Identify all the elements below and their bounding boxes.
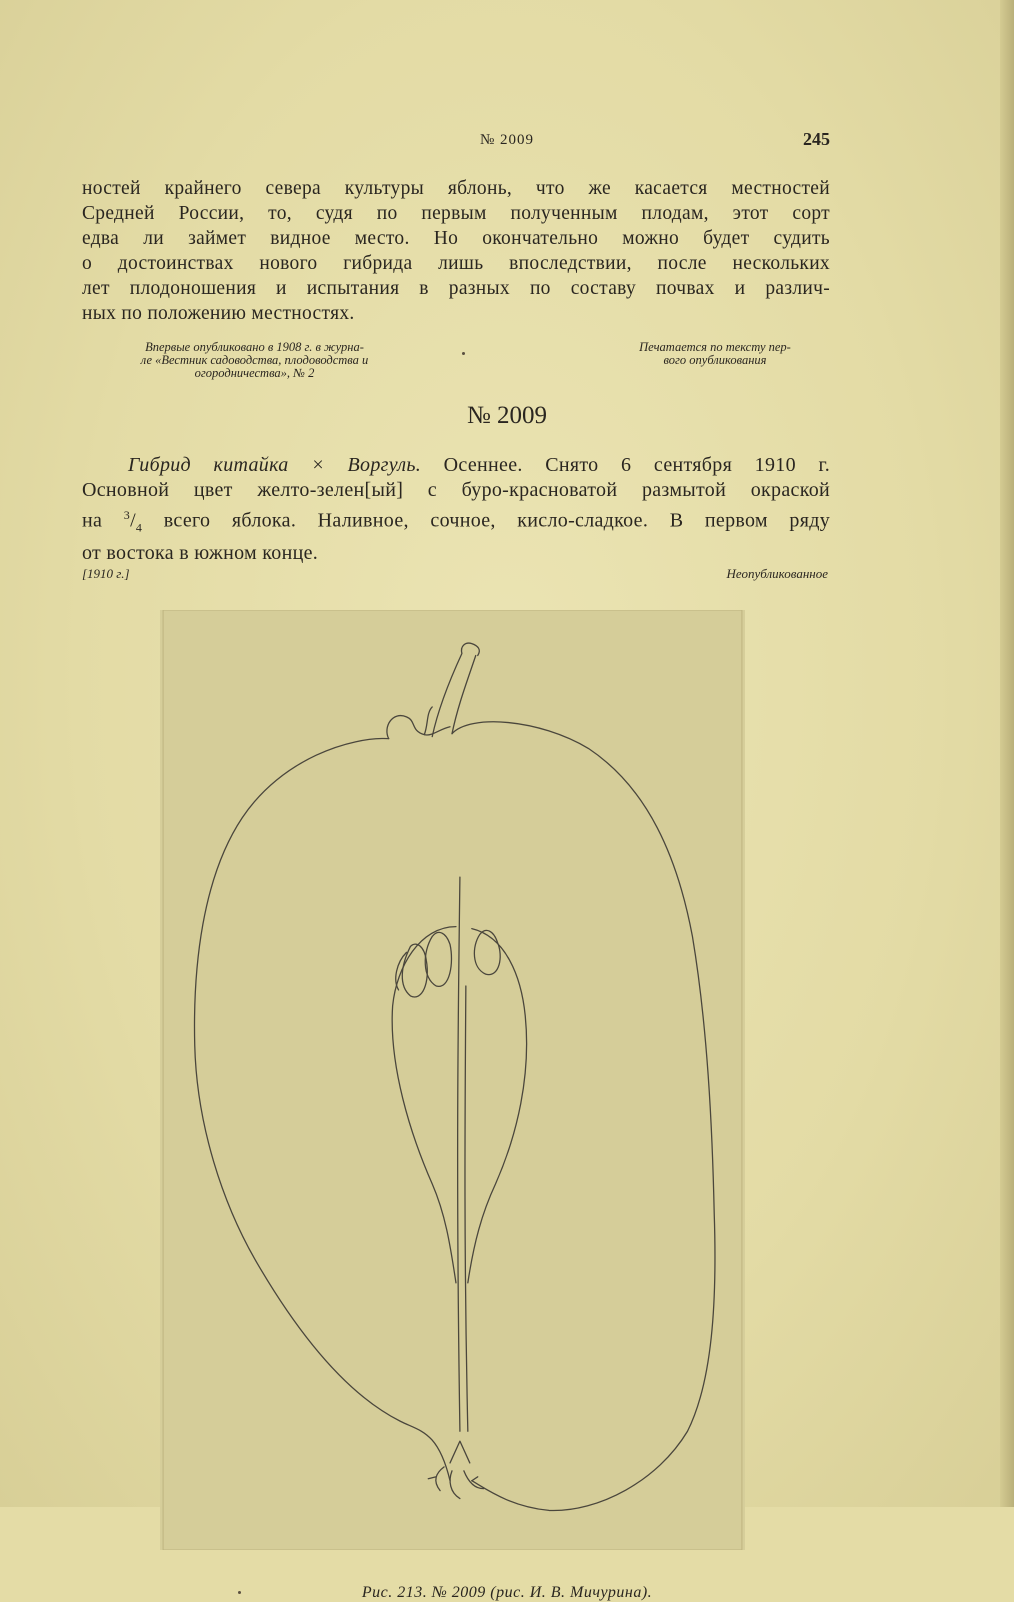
page-number: 245 xyxy=(803,129,830,149)
running-title: № 2009 xyxy=(479,132,535,148)
text-line: едва ли займет видное место. Но окончательно можно будет судить xyxy=(82,228,830,249)
note-line: Печатается по тексту пер- xyxy=(639,340,791,354)
text-line: о достоинствах нового гибрида лишь впоследствии, после нескольких xyxy=(82,253,830,274)
text-line xyxy=(82,503,830,541)
text-line: лет плодоношения и испытания в разных по составу почвах и различ- xyxy=(82,278,830,299)
text-span: всего яблока. Наливное, сочное, кисло-сладкое. В первом ряду xyxy=(142,509,831,532)
text-span: Осеннее. Снято 6 сентября 1910 г. xyxy=(421,454,830,476)
text-line: ных по положению местностях. xyxy=(82,303,355,324)
note-line: вого опубликования xyxy=(663,353,767,367)
printed-from-note xyxy=(600,341,830,367)
fraction-denominator: 4 xyxy=(135,520,143,535)
text-line: Основной цвет желто-зелен[ый] с буро-красноватой размытой окраской xyxy=(82,479,830,501)
speck xyxy=(462,352,465,355)
note-line: Впервые опубликовано в 1908 г. в журна- xyxy=(145,340,364,354)
section-paragraph xyxy=(82,453,830,566)
plate-background xyxy=(163,610,742,1550)
text-span: на xyxy=(82,509,124,532)
apple-drawing xyxy=(160,610,745,1550)
note-line: ле «Вестник садоводства, плодоводства и xyxy=(140,353,369,367)
first-published-note xyxy=(82,341,427,380)
figure-caption: Рис. 213. № 2009 (рис. И. В. Мичурина). xyxy=(361,1584,653,1601)
section-title: № 2009 xyxy=(466,402,548,429)
date-note: [1910 г.] xyxy=(82,566,130,581)
fraction-numerator: 3 xyxy=(123,508,131,522)
fraction-slash: / xyxy=(130,509,136,532)
speck xyxy=(238,1591,241,1594)
text-line: от востока в южном конце. xyxy=(82,541,319,564)
note-line: огородничества», № 2 xyxy=(194,366,315,380)
text-line: ностей крайнего севера культуры яблонь, что же касается местностей xyxy=(82,178,830,199)
text-line: Средней России, то, судя по первым полученным плодам, этот сорт xyxy=(82,203,830,224)
intro-paragraph xyxy=(82,176,830,326)
status-note: Неопубликованное xyxy=(726,566,828,581)
page-edge-shadow xyxy=(1000,0,1014,1507)
hybrid-name: Гибрид китайка × Воргуль. xyxy=(128,454,422,476)
text-line xyxy=(82,453,830,478)
